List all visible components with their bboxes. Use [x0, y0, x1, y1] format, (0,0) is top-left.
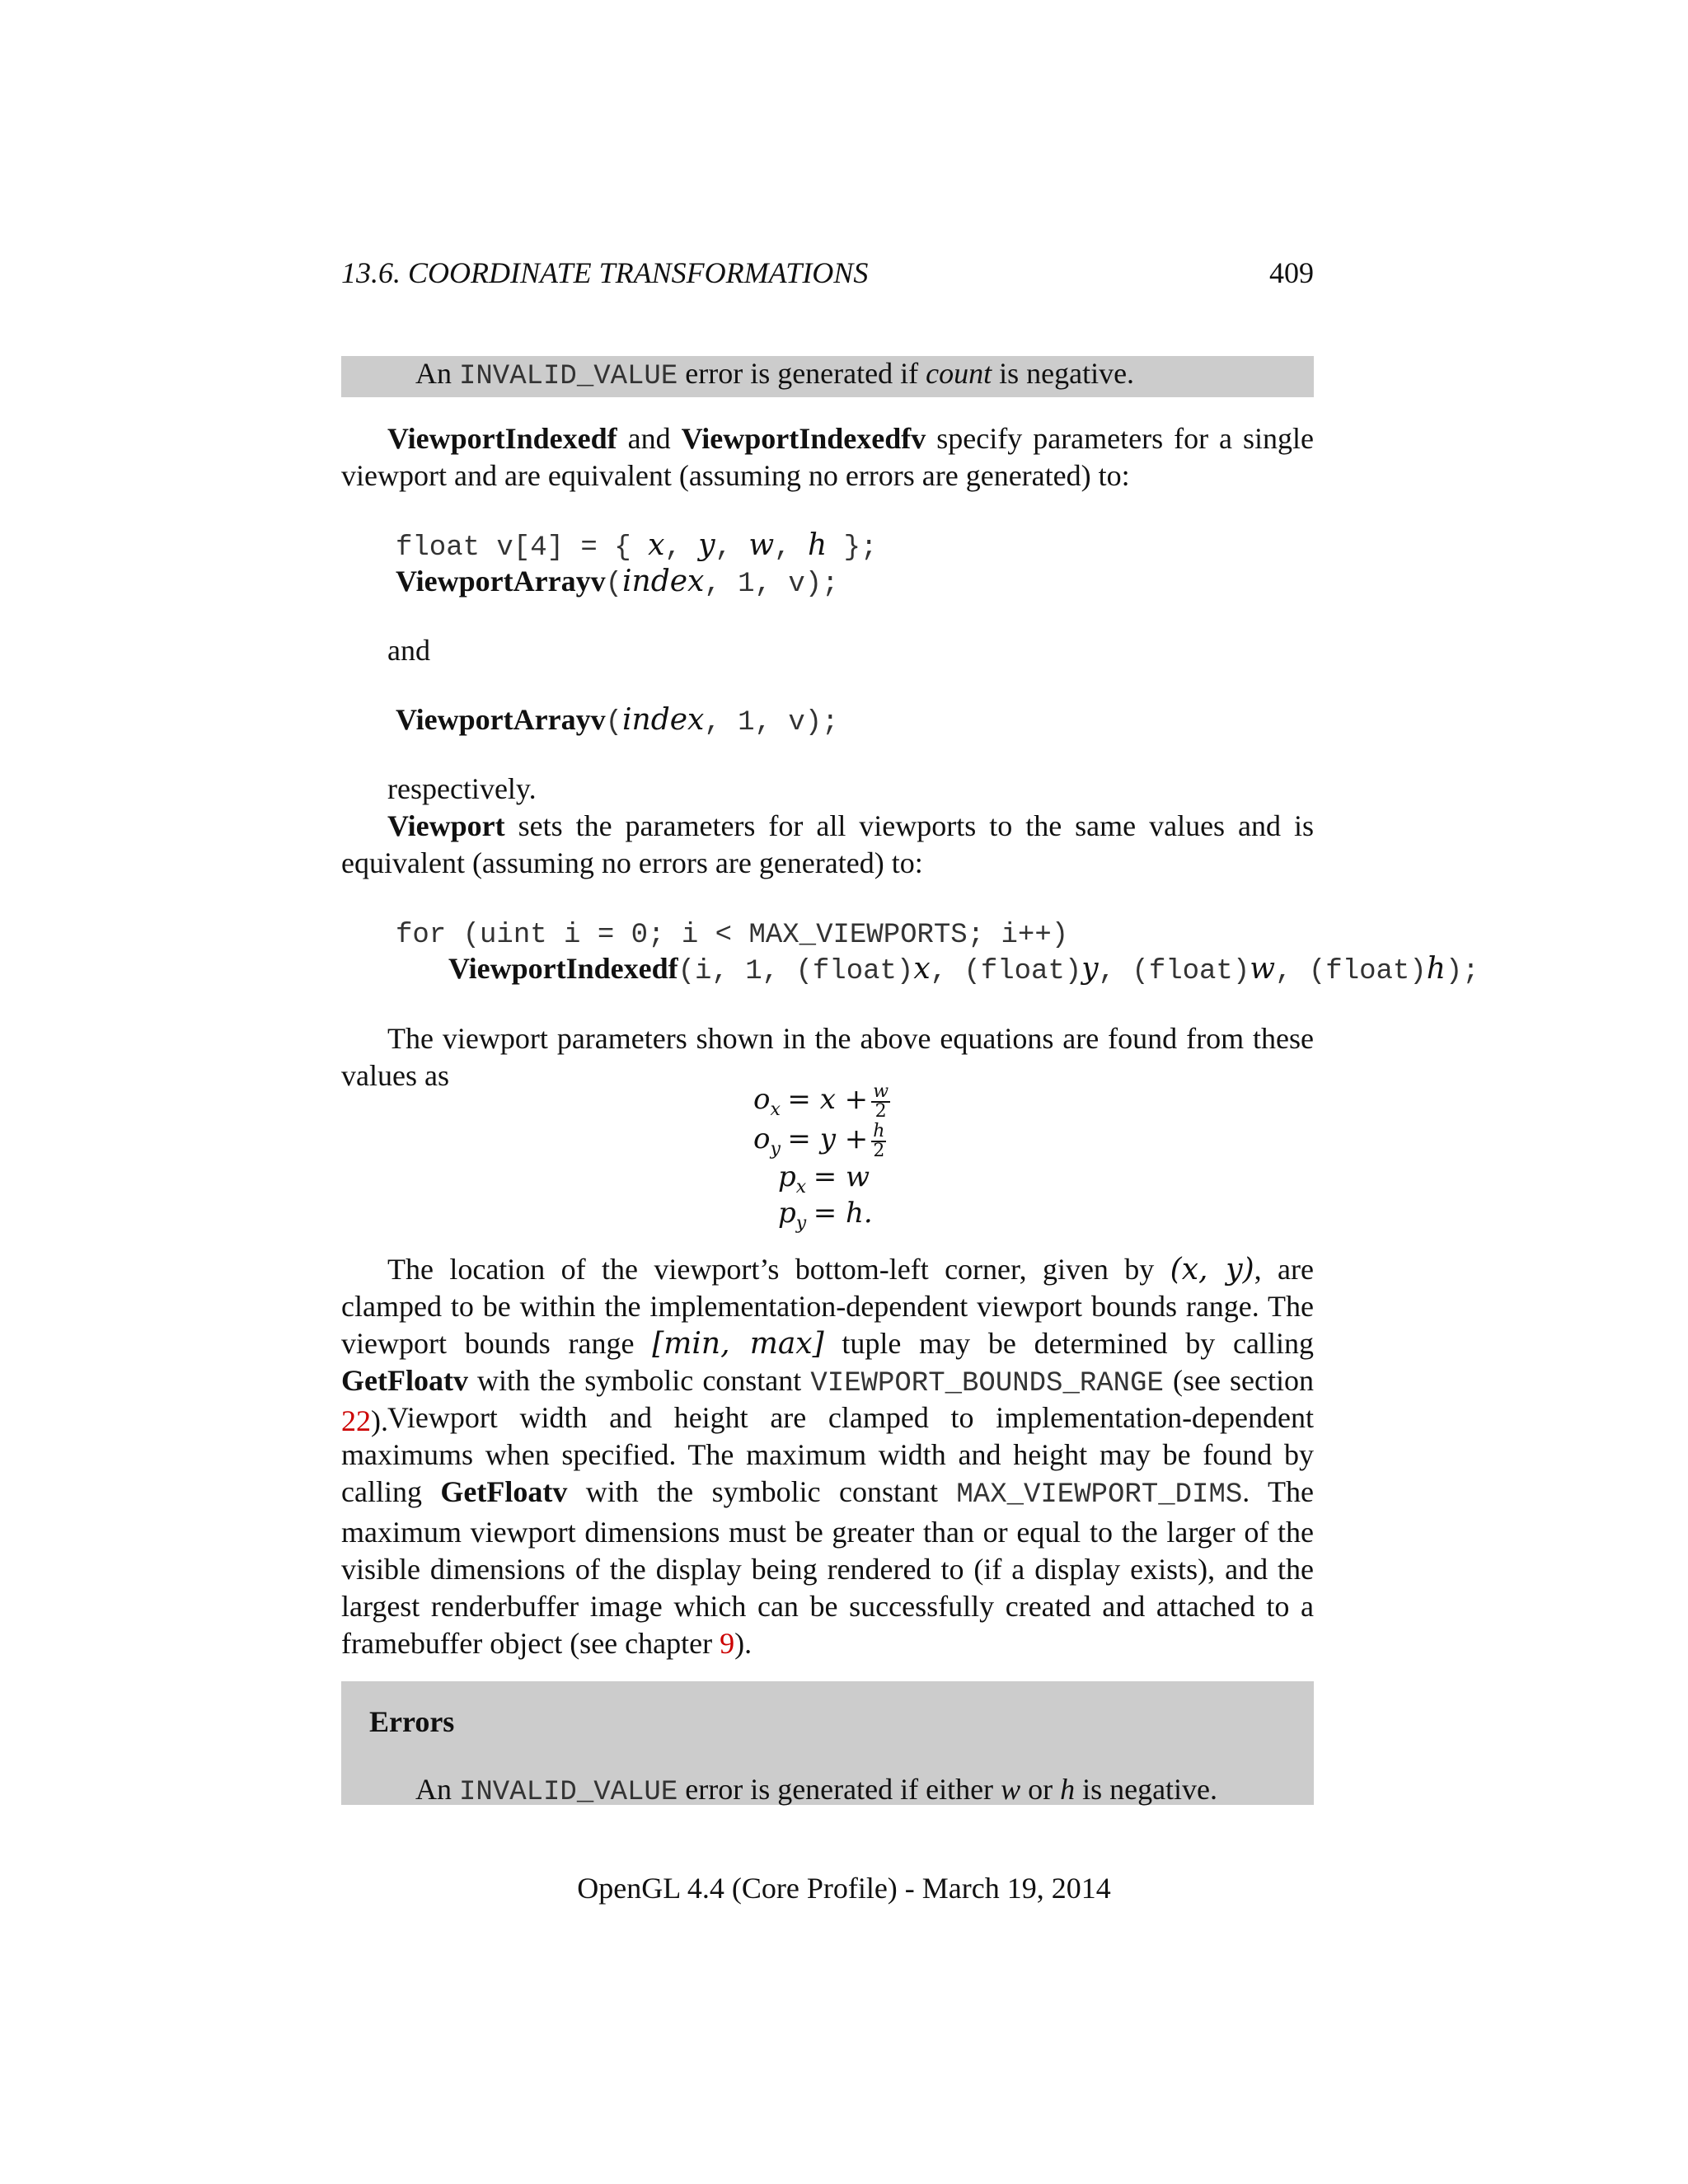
paragraph-viewport: Viewport sets the parameters for all viewports to the same values and is equivalent (assuming no errors are generated) to: — [341, 809, 1314, 879]
code2-line: ViewportArrayv(index, 1, v); — [396, 703, 839, 738]
top-error-box — [341, 356, 1314, 397]
page-number: 409 — [1269, 256, 1314, 289]
func-viewportindexedfv: ViewportIndexedfv — [681, 422, 926, 455]
running-header-section: 13.6. COORDINATE TRANSFORMATIONS — [341, 256, 869, 289]
errors-box — [341, 1681, 1314, 1808]
equation-ox: $o_x = x$ + $\frac{w}{2}$ — [753, 1081, 889, 1122]
fraction-w-over-2: $\frac{w}{2}$ — [873, 1081, 889, 1122]
errors-title: Errors — [369, 1705, 455, 1738]
equation-oy: $o_y = y$ + $\frac{h}{2}$ — [753, 1121, 885, 1162]
chapter-ref-link[interactable]: 9 — [720, 1627, 735, 1660]
and-text: and — [387, 634, 430, 667]
func-getfloatv: GetFloatv — [341, 1364, 468, 1397]
const-viewport-bounds-range: VIEWPORT_BOUNDS_RANGE — [810, 1368, 1164, 1399]
paragraph-viewport-params: The viewport parameters shown in the above equations are found from these values as — [341, 1022, 1314, 1092]
respectively-text: respectively. — [387, 772, 537, 805]
code3-line2: ViewportIndexedf(i, 1, (float)x, (float)y, (float)w, (float)h); — [448, 952, 1479, 987]
count-var: count — [926, 357, 992, 390]
errors-text: An INVALID_VALUE error is generated if either w or h is negative. — [415, 1773, 1218, 1808]
code3-line1: for (uint i = 0; i < MAX_VIEWPORTS; i++) — [396, 920, 1069, 951]
const-max-viewport-dims: MAX_VIEWPORT_DIMS — [956, 1479, 1243, 1511]
paragraph-viewport-indexed: ViewportIndexedf and ViewportIndexedfv specify parameters for a single viewport and are equivalent (assuming no errors are generated) to: — [341, 422, 1314, 492]
equation-py: $p_y = h$. — [778, 1197, 873, 1234]
error-code-2: INVALID_VALUE — [459, 1777, 678, 1808]
func-viewportarrayv: ViewportArrayv — [396, 565, 606, 598]
func-viewportindexedf: ViewportIndexedf — [387, 422, 617, 455]
func-getfloatv-2: GetFloatv — [440, 1475, 568, 1508]
equation-px: $p_x = w$ — [778, 1160, 870, 1197]
func-viewportindexedf-call: ViewportIndexedf — [448, 952, 678, 985]
section-ref-link[interactable]: 22 — [341, 1404, 371, 1437]
top-error-text: An INVALID_VALUE error is generated if count is negative. — [415, 357, 1135, 392]
error-code: INVALID_VALUE — [459, 361, 678, 392]
paragraph-viewport-dims: Viewport width and height are clamped to implementation-dependent maximums when specified. The maximum width and height may be found by calling GetFloatv with the symbolic constant MAX_VIEWPORT_DIMS. The maximum viewport dimensions must be greater than or equal to the larger of the visible dimensions of the display being rendered to (if a display exists), and the largest renderbuffer image which can be successfully created and attached to a framebuffer object (see chapter 9). — [341, 1401, 1314, 1660]
page-footer: OpenGL 4.4 (Core Profile) - March 19, 2014 — [577, 1872, 1111, 1905]
func-viewportarrayv-2: ViewportArrayv — [396, 703, 606, 736]
code1-line2: ViewportArrayv(index, 1, v); — [396, 565, 839, 600]
paragraph-viewport-location: The location of the viewport’s bottom-left corner, given by (x, y), are clamped to be within the implementation-dependent viewport bounds range. The viewport bounds range [min, max] tuple may be determined by calling GetFloatv with the symbolic constant VIEWPORT_BOUNDS_RANGE (see section 22). — [341, 1253, 1314, 1437]
func-viewport: Viewport — [387, 809, 505, 842]
fraction-h-over-2: $\frac{h}{2}$ — [873, 1121, 885, 1162]
code1-line1: float v[4] = { x, y, w, h }; — [396, 528, 878, 564]
